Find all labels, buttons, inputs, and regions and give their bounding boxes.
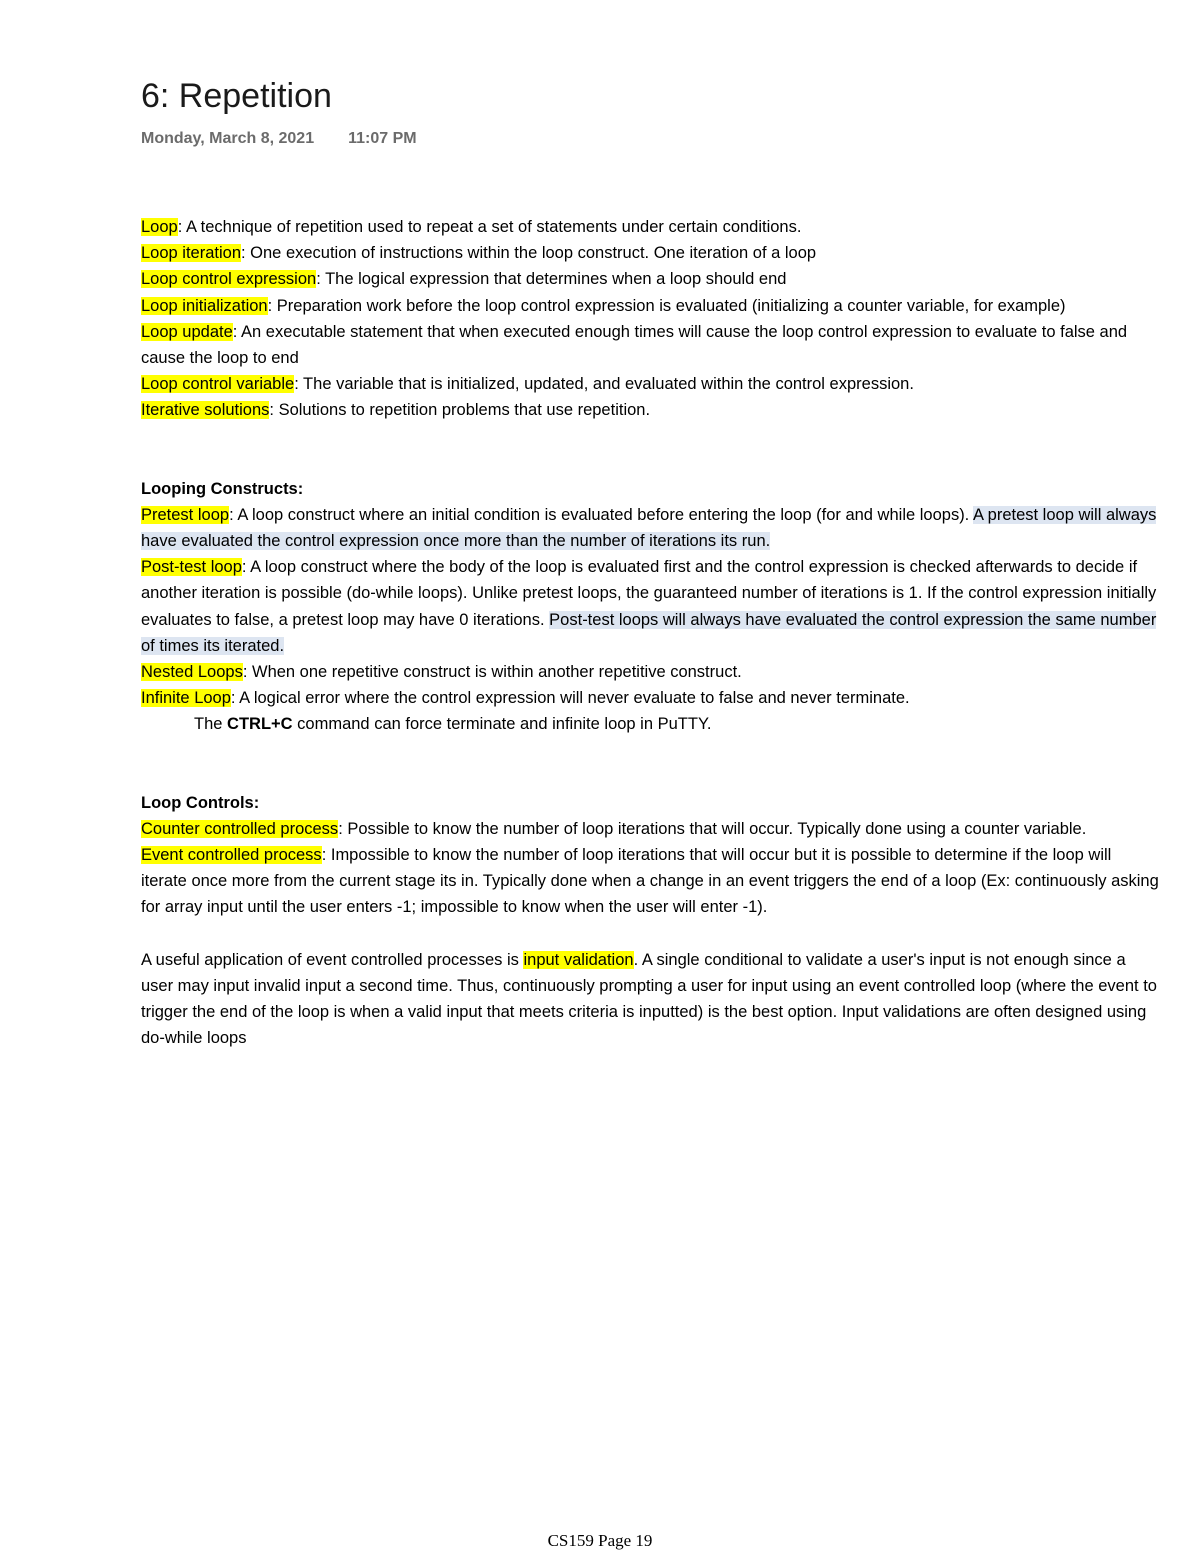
definition-text: : The logical expression that determines when a loop should end [316,270,787,289]
term-highlight: Loop control variable [141,375,295,394]
definition-text: : The variable that is initialized, updated, and evaluated within the control expression. [294,375,914,394]
spacer [141,921,1161,947]
term-highlight: Loop control expression [141,270,317,289]
selected-text: Post-test loops will always have evaluated the control expression the same number of times its iterated. [141,610,1157,655]
section-heading-loop-controls: Loop Controls: [141,793,260,812]
definition-pretest-loop [141,502,1161,554]
term-highlight: Iterative solutions [141,401,270,420]
paragraph-text: A useful application of event controlled processes is [141,950,524,969]
definition-text: : A loop construct where the body of the loop is evaluated first and the control expression is checked afterwards to decide if another iteration is possible (do-while loops). Unlike pretest loops, the guaranteed number of iterations is 1. If the control expression initially evaluates to false, a pretest loop may have 0 iterations. [141,558,1157,629]
term-highlight: Nested Loops [141,663,243,682]
definition-loop [141,214,1161,240]
term-highlight: Loop iteration [141,244,241,263]
definition-text: : Impossible to know the number of loop iterations that will occur but it is possible to determine if the loop will iterate once more from the current stage its in. Typically done when a change in an event triggers the end of a loop (Ex: continuously asking for array input until the user enters -1; impossible to know when the user will enter -1). [141,846,1159,917]
note-text: The [194,715,228,734]
key-combo: CTRL+C [227,715,293,734]
definition-event-controlled [141,842,1161,921]
section-heading-looping-constructs: Looping Constructs: [141,479,304,498]
definition-text: : A logical error where the control expression will never evaluate to false and never terminate. [230,689,910,708]
definition-loop-control-expression [141,266,1161,292]
selected-text: A pretest loop will always have evaluated the control expression once more than the number of iterations its run. [141,505,1157,551]
definition-iterative-solutions [141,397,1161,423]
definition-text: : Preparation work before the loop control expression is evaluated (initializing a counter variable, for example) [267,296,1066,315]
paragraph-text: . A single conditional to validate a user's input is not enough since a user may input invalid input a second time. Thus, continuously prompting a user for input using an event controlled loop (where the event to trigger the end of the loop is when a valid input that meets criteria is inputted) is the best option. Input validations are often designed using do-while loops [141,950,1157,1048]
definition-post-test-loop [141,554,1161,659]
definition-counter-controlled [141,816,1161,842]
term-highlight: Loop update [141,322,233,341]
term-highlight: Loop initialization [141,296,268,315]
ctrl-c-note [141,711,1161,737]
definition-text: : A loop construct where an initial condition is evaluated before entering the loop (for and while loops). [229,505,970,524]
term-highlight: input validation [523,950,634,969]
definition-text: : When one repetitive construct is within another repetitive construct. [242,663,742,682]
definition-text: : Solutions to repetition problems that use repetition. [269,401,651,420]
note-body [141,214,1161,1051]
term-highlight: Pretest loop [141,505,230,524]
definition-text: : One execution of instructions within the loop construct. One iteration of a loop [241,244,817,263]
spacer [141,424,1161,476]
definition-text: : A technique of repetition used to repeat a set of statements under certain conditions. [177,218,802,236]
note-timestamp [141,128,417,150]
input-validation-paragraph [141,947,1161,1052]
definition-loop-initialization [141,293,1161,319]
term-highlight: Counter controlled process [141,819,339,838]
spacer [141,738,1161,790]
term-highlight: Infinite Loop [141,689,231,708]
note-time: 11:07 PM [348,130,417,147]
definition-infinite-loop [141,685,1161,711]
definition-loop-iteration [141,240,1161,266]
definition-text: : Possible to know the number of loop iterations that will occur. Typically done using a counter variable. [338,819,1087,838]
term-highlight: Loop [141,218,178,236]
definition-nested-loops [141,659,1161,685]
page-title: 6: Repetition [141,77,332,115]
note-text: command can force terminate and infinite loop in PuTTY. [292,715,712,734]
page-footer: CS159 Page 19 [547,1531,653,1550]
note-date: Monday, March 8, 2021 [141,130,315,147]
definition-loop-control-variable [141,371,1161,397]
term-highlight: Post-test loop [141,558,242,577]
term-highlight: Event controlled process [141,846,322,865]
definition-text: : An executable statement that when executed enough times will cause the loop control expression to evaluate to false and cause the loop to end [141,322,1128,368]
definition-loop-update [141,319,1161,371]
